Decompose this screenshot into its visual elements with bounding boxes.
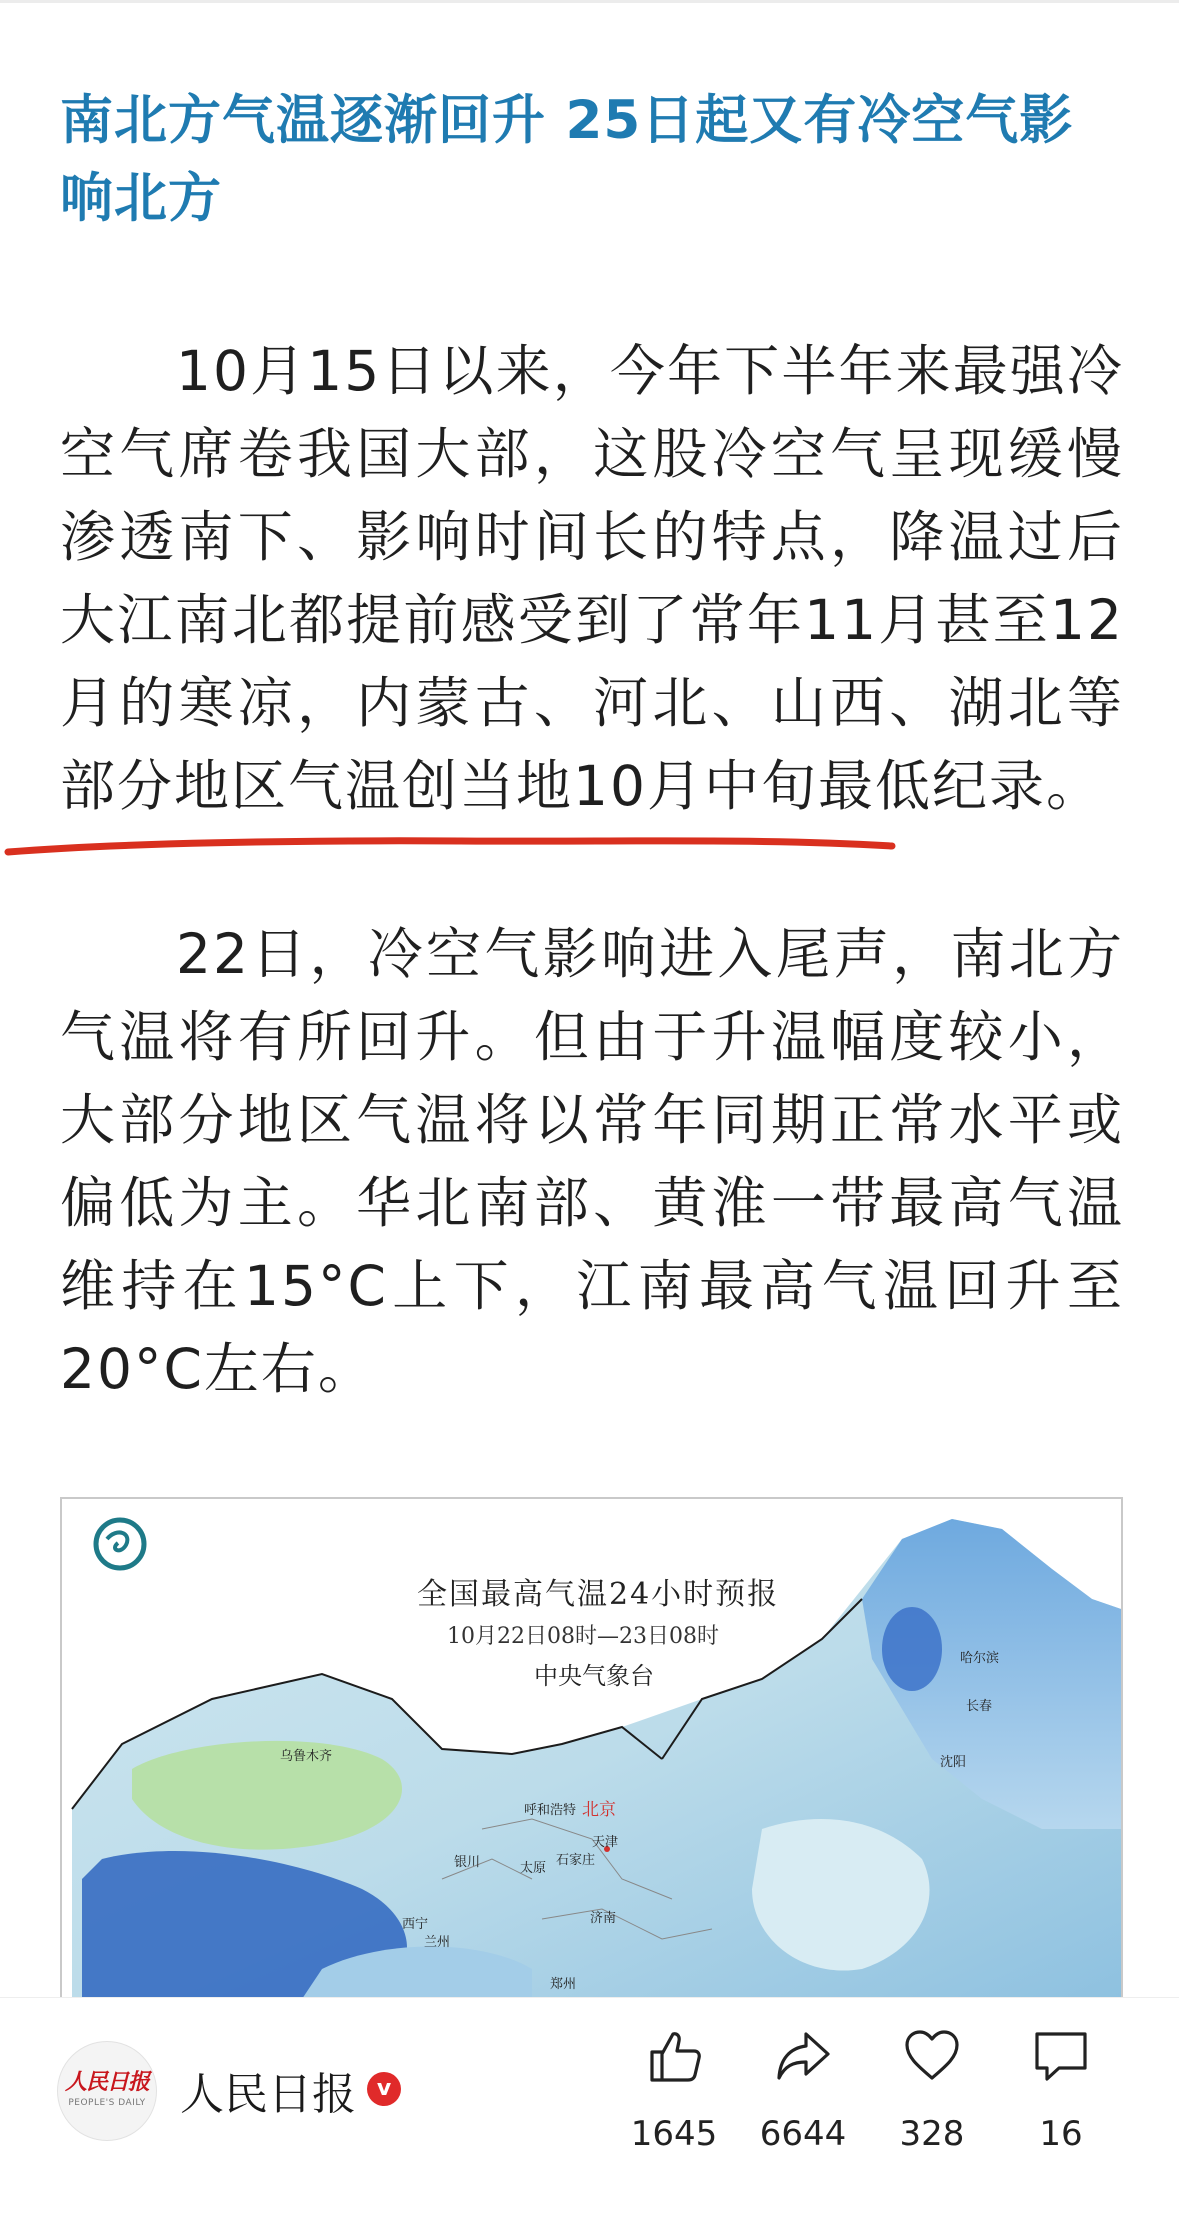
- like-count: 1645: [630, 2114, 718, 2154]
- account-avatar[interactable]: [57, 2041, 157, 2141]
- article-paragraph-2: 22日，冷空气影响进入尾声，南北方气温将有所回升。但由于升温幅度较小，大部分地区气温将以常年同期正常水平或偏低为主。华北南部、黄淮一带最高气温维持在15°C上下，江南最高气温回升至20°C左右。: [60, 922, 1124, 1401]
- comment-count: 16: [1039, 2114, 1083, 2154]
- city-label-tianjin: 天津: [592, 1835, 619, 1850]
- heart-icon: [902, 2026, 962, 2086]
- map-subtitle: 10月22日08时—23日08时: [447, 1624, 719, 1649]
- city-label-xining: 西宁: [402, 1917, 429, 1932]
- city-label-jinan: 济南: [590, 1911, 617, 1926]
- post-action-bar: [0, 1997, 1179, 2213]
- favorite-button[interactable]: [867, 2026, 997, 2176]
- red-underline-annotation: [0, 826, 900, 866]
- top-divider: [0, 0, 1179, 3]
- repost-count: 6644: [759, 2114, 847, 2154]
- article-headline: 南北方气温逐渐回升 25日起又有冷空气影响北方: [60, 90, 1074, 229]
- city-label-zhengzhou: 郑州: [550, 1977, 577, 1992]
- share-arrow-icon: [773, 2026, 833, 2086]
- favorite-count: 328: [899, 2114, 965, 2154]
- article-paragraph-1: 10月15日以来，今年下半年来最强冷空气席卷我国大部，这股冷空气呈现缓慢渗透南下、影响时间长的特点，降温过后大江南北都提前感受到了常年11月甚至12月的寒凉，内蒙古、河北、山西、湖北等部分地区气温创当地10月中旬最低纪录。: [60, 339, 1124, 818]
- speech-bubble-icon: [1031, 2026, 1091, 2086]
- repost-button[interactable]: [738, 2026, 868, 2176]
- account-logo-subtext: PEOPLE'S DAILY: [68, 2098, 146, 2108]
- city-label-harbin: 哈尔滨: [960, 1651, 1000, 1666]
- temperature-forecast-map[interactable]: [60, 1497, 1123, 1999]
- comment-button[interactable]: [996, 2026, 1126, 2176]
- map-organization: 中央气象台: [534, 1662, 654, 1690]
- verified-badge-icon: v: [367, 2072, 401, 2106]
- city-label-changchun: 长春: [966, 1699, 993, 1714]
- city-label-lanzhou: 兰州: [424, 1935, 451, 1950]
- account-name[interactable]: 人民日报: [180, 2069, 356, 2120]
- account-logo-text: 人民日报: [64, 2069, 149, 2095]
- city-label-yinchuan: 银川: [454, 1855, 481, 1870]
- city-label-taiyuan: 太原: [520, 1861, 547, 1876]
- map-title: 全国最高气温24小时预报: [417, 1577, 780, 1612]
- like-button[interactable]: [609, 2026, 739, 2176]
- city-label-shijiazhuang: 石家庄: [556, 1853, 596, 1868]
- city-label-beijing: 北京: [582, 1800, 616, 1820]
- thumbs-up-icon: [644, 2026, 704, 2086]
- city-label-urumqi: 乌鲁木齐: [280, 1749, 333, 1764]
- city-label-shenyang: 沈阳: [940, 1755, 967, 1770]
- city-label-hohhot: 呼和浩特: [524, 1803, 577, 1818]
